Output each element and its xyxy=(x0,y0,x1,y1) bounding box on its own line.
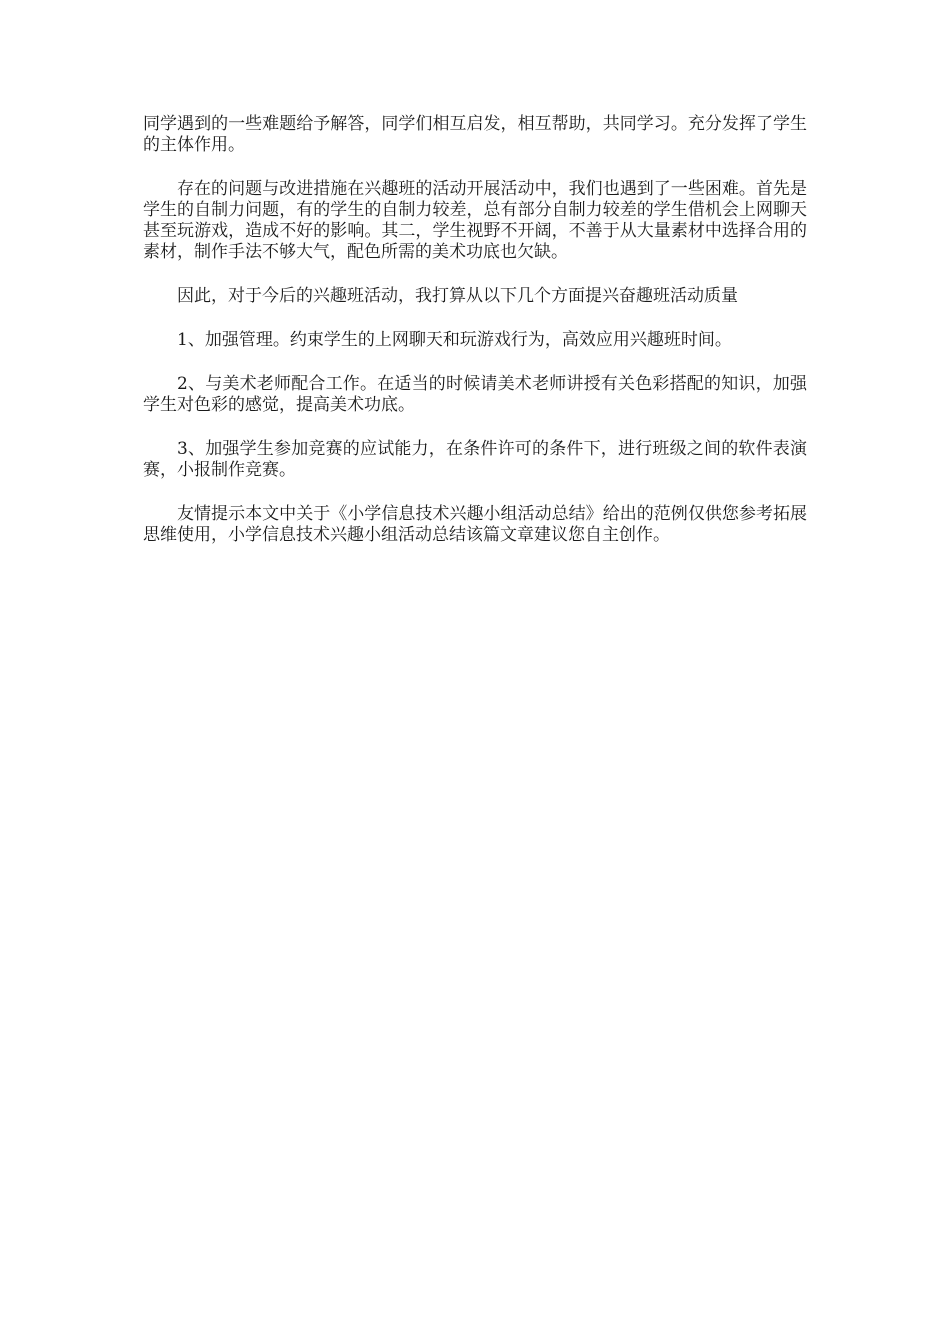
document-page xyxy=(143,114,807,569)
paragraph-notice: 友情提示本文中关于《小学信息技术兴趣小组活动总结》给出的范例仅供您参考拓展思维使用，小学信息技术兴趣小组活动总结该篇文章建议您自主创作。 xyxy=(143,504,807,545)
paragraph-plan-intro: 因此，对于今后的兴趣班活动，我打算从以下几个方面提兴奋趣班活动质量 xyxy=(177,286,738,306)
paragraph-continuation: 同学遇到的一些难题给予解答，同学们相互启发，相互帮助，共同学习。充分发挥了学生的主体作用。 xyxy=(143,114,807,155)
paragraph-measure-3: 3、加强学生参加竞赛的应试能力，在条件许可的条件下，进行班级之间的软件表演赛，小报制作竞赛。 xyxy=(143,439,807,480)
paragraph-problems: 存在的问题与改进措施在兴趣班的活动开展活动中，我们也遇到了一些困难。首先是学生的自制力问题，有的学生的自制力较差，总有部分自制力较差的学生借机会上网聊天甚至玩游戏，造成不好的影响。其二，学生视野不开阔，不善于从大量素材中选择合用的素材，制作手法不够大气，配色所需的美术功底也欠缺。 xyxy=(143,179,807,262)
paragraph-measure-2: 2、与美术老师配合工作。在适当的时候请美术老师讲授有关色彩搭配的知识，加强学生对色彩的感觉，提高美术功底。 xyxy=(143,374,807,415)
paragraph-measure-1: 1、加强管理。约束学生的上网聊天和玩游戏行为，高效应用兴趣班时间。 xyxy=(177,330,732,350)
